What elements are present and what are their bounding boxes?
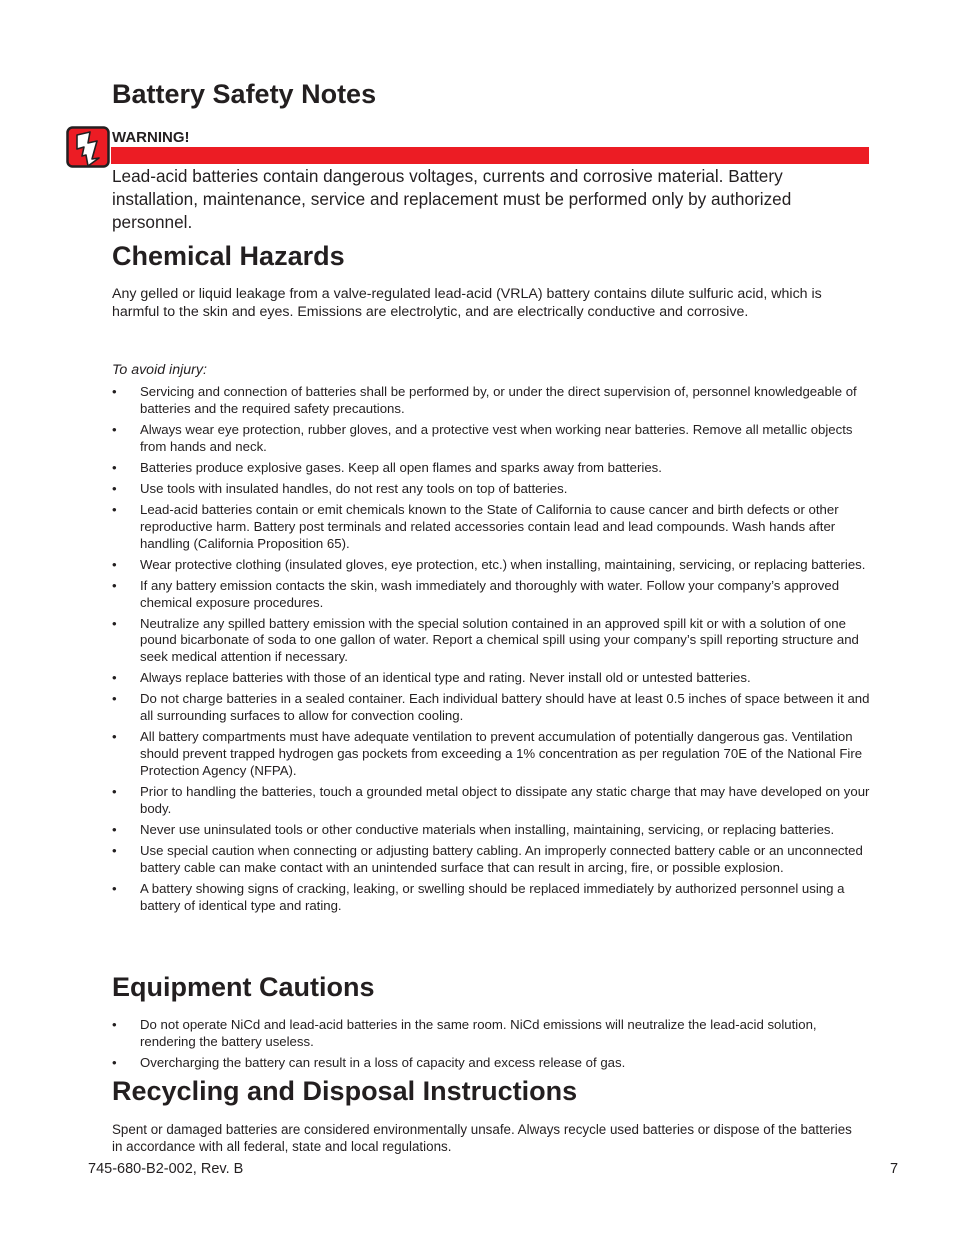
chemical-hazard-item xyxy=(112,481,872,498)
list-item-text: Lead-acid batteries contain or emit chemicals known to the State of California to cause cancer and birth defects or other reproductive harm. Battery post terminals and related accessories contain lead and lead compounds. Wash hands after handling (California Proposition 65). xyxy=(140,501,839,551)
chemical-hazard-item xyxy=(112,616,872,666)
bullet-marker: • xyxy=(112,821,117,837)
footer-page-number: 7 xyxy=(890,1161,899,1177)
bullet-marker: • xyxy=(112,880,117,896)
list-item-text: All battery compartments must have adequate ventilation to prevent accumulation of potentially dangerous gas. Ventilation should prevent trapped hydrogen gas pockets from exceeding a 1% concentration as per regulation 70E of the National Fire Protection Agency (NFPA). xyxy=(140,729,863,778)
chemical-hazard-item xyxy=(112,843,872,877)
recycling-text: Spent or damaged batteries are considered environmentally unsafe. Always recycle used batteries or dispose of the batteries in accordance with all federal, state and local regulations. xyxy=(112,1122,852,1154)
warning-label: WARNING! xyxy=(112,129,190,146)
list-item-text: Overcharging the battery can result in a loss of capacity and excess release of gas. xyxy=(140,1054,626,1070)
bullet-marker: • xyxy=(112,1017,117,1032)
list-item-text: Batteries produce explosive gases. Keep all open flames and sparks away from batteries. xyxy=(140,459,662,475)
chemical-hazard-item xyxy=(112,384,872,418)
list-item-text: Use tools with insulated handles, do not rest any tools on top of batteries. xyxy=(140,480,568,496)
list-item-text: A battery showing signs of cracking, leaking, or swelling should be replaced immediately by authorized personnel using a battery of identical type and rating. xyxy=(140,880,845,913)
avoid-injury-label: To avoid injury: xyxy=(112,362,207,378)
equipment-caution-list xyxy=(112,1017,872,1076)
list-item-text: Wear protective clothing (insulated gloves, eye protection, etc.) when installing, maintaining, servicing, or replacing batteries. xyxy=(140,556,866,572)
list-item-text: Do not charge batteries in a sealed container. Each individual battery should have at least 0.5 inches of space between it and all surrounding surfaces to allow for convection cooling. xyxy=(140,691,870,724)
list-item-text: Always wear eye protection, rubber gloves, and a protective vest when working near batteries. Remove all metallic objects from hands and neck. xyxy=(140,421,853,454)
chemical-hazard-item xyxy=(112,784,872,818)
bullet-marker: • xyxy=(112,691,117,707)
chemical-hazard-item xyxy=(112,822,872,839)
title-battery-safety-notes: Battery Safety Notes xyxy=(112,79,377,109)
chemical-hazard-item xyxy=(112,729,872,779)
bullet-marker: • xyxy=(112,501,117,517)
bullet-marker: • xyxy=(112,421,117,437)
bullet-marker: • xyxy=(112,556,117,572)
chemical-hazard-item xyxy=(112,502,872,552)
chemical-hazard-item xyxy=(112,670,872,687)
title-equipment-cautions: Equipment Cautions xyxy=(112,972,375,1002)
list-item-text: Prior to handling the batteries, touch a grounded metal object to dissipate any static charge that may have developed on your body. xyxy=(140,784,870,816)
list-item-text: Servicing and connection of batteries shall be performed by, or under the direct supervision of, personnel knowledgeable of batteries and the required safety precautions. xyxy=(140,384,857,416)
electrical-hazard-icon xyxy=(66,126,110,168)
bullet-marker: • xyxy=(112,1054,117,1070)
warning-text: Lead-acid batteries contain dangerous voltages, currents and corrosive material. Battery installation, maintenance, service and replacement must be performed only by authorized personnel. xyxy=(112,166,792,232)
bullet-marker: • xyxy=(112,480,117,496)
chemical-hazard-item xyxy=(112,881,872,915)
chemical-hazard-item xyxy=(112,578,872,612)
chemical-hazard-item xyxy=(112,422,872,456)
bullet-marker: • xyxy=(112,615,117,631)
title-chemical-hazards: Chemical Hazards xyxy=(112,241,345,271)
bullet-marker: • xyxy=(112,577,117,593)
chemical-hazard-item xyxy=(112,557,872,574)
list-item-text: Never use uninsulated tools or other conductive materials when installing, maintaining, servicing, or replacing batteries. xyxy=(140,821,835,837)
bullet-marker: • xyxy=(112,670,117,686)
title-recycling-disposal: Recycling and Disposal Instructions xyxy=(112,1076,578,1106)
chemical-hazard-list xyxy=(112,384,872,919)
chemical-hazard-item xyxy=(112,460,872,477)
chemical-hazard-item xyxy=(112,691,872,725)
bullet-marker: • xyxy=(112,784,117,799)
warning-bar xyxy=(111,147,869,164)
footer-document-id: 745-680-B2-002, Rev. B xyxy=(88,1161,244,1177)
chemical-intro: Any gelled or liquid leakage from a valve-regulated lead-acid (VRLA) battery contains dilute sulfuric acid, which is harmful to the skin and eyes. Emissions are electrolytic, and are electrically conductive and corrosive. xyxy=(112,286,822,320)
equipment-caution-item xyxy=(112,1055,872,1072)
bullet-marker: • xyxy=(112,842,117,858)
bullet-marker: • xyxy=(112,384,117,399)
list-item-text: If any battery emission contacts the skin, wash immediately and thoroughly with water. Follow your company’s approved chemical exposure procedures. xyxy=(140,577,840,610)
list-item-text: Do not operate NiCd and lead-acid batteries in the same room. NiCd emissions will neutralize the lead-acid solution, rendering the battery useless. xyxy=(140,1017,817,1049)
list-item-text: Use special caution when connecting or adjusting battery cabling. An improperly connected battery cable or an unconnected battery cable can make contact with an unintended surface that can result in arcing, fire, or possible explosion. xyxy=(140,842,863,875)
equipment-caution-item xyxy=(112,1017,872,1051)
bullet-marker: • xyxy=(112,459,117,475)
list-item-text: Always replace batteries with those of an identical type and rating. Never install old or untested batteries. xyxy=(140,670,751,686)
bullet-marker: • xyxy=(112,729,117,745)
list-item-text: Neutralize any spilled battery emission with the special solution contained in an approved spill kit or with a solution of one pound bicarbonate of soda to one gallon of water. Report a chemical spill using your company’s spill reporting structure and seek medical attention if necessary. xyxy=(140,615,859,665)
